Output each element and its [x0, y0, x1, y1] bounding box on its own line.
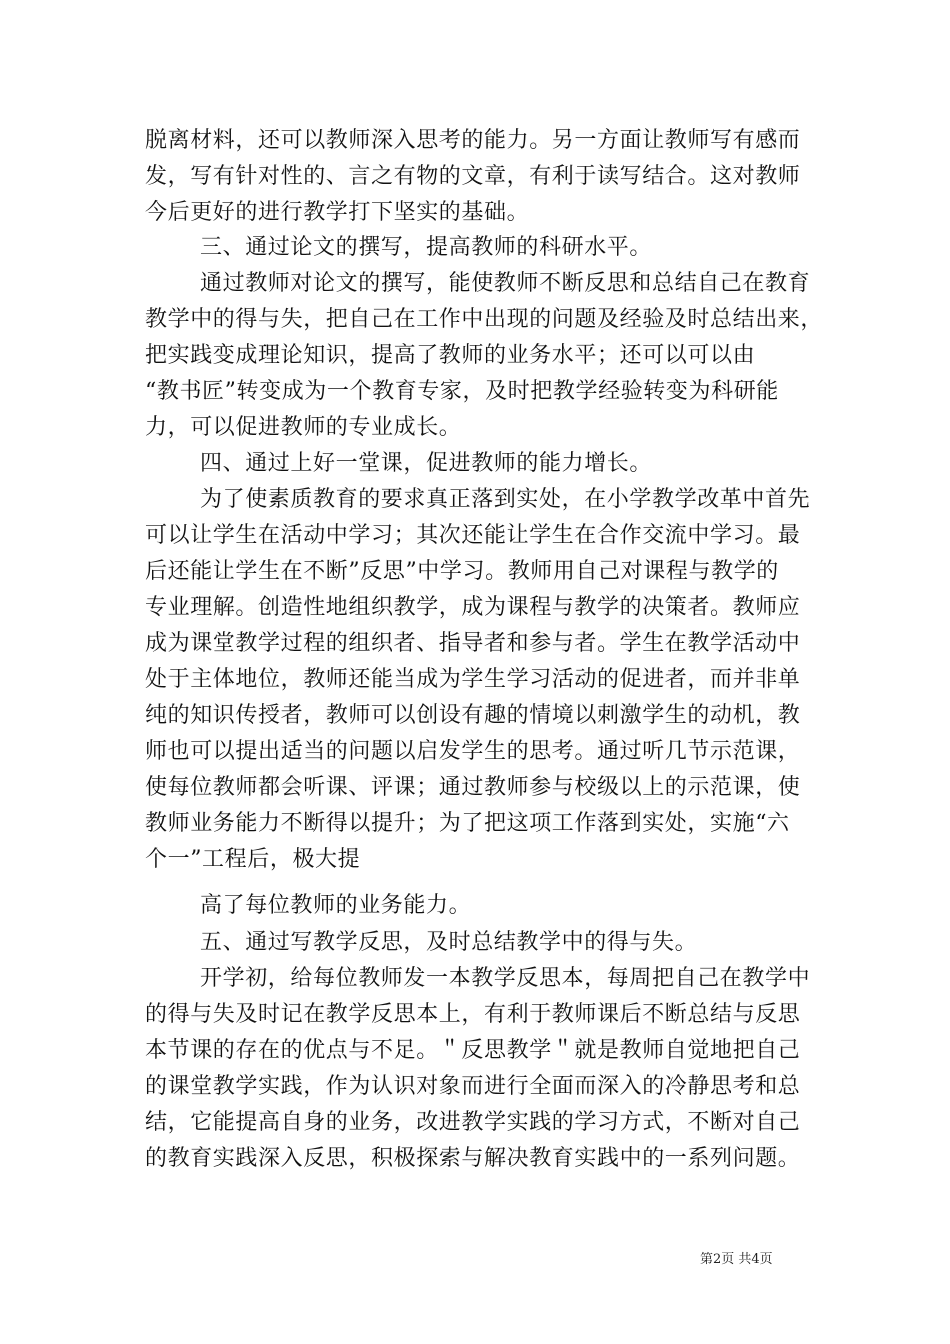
- text-line: 力，可以促进教师的专业成长。: [145, 415, 462, 440]
- text-line: 的得与失及时记在教学反思本上，有利于教师课后不断总结与反思: [145, 1002, 801, 1027]
- text-line: 纯的知识传授者，教师可以创设有趣的情境以刺激学生的动机，教: [145, 703, 801, 728]
- text-line: 使每位教师都会听课、评课；通过教师参与校级以上的示范课，使: [145, 775, 801, 800]
- text-line: 后还能让学生在不断”反思”中学习。教师用自己对课程与教学的: [145, 559, 779, 584]
- text-line: 把实践变成理论知识，提高了教师的业务水平；还可以可以由: [145, 343, 756, 368]
- text-line: 教学中的得与失，把自己在工作中出现的问题及经验及时总结出来，: [145, 307, 824, 332]
- text-line: 脱离材料，还可以教师深入思考的能力。另一方面让教师写有感而: [145, 128, 801, 153]
- text-line: 个一”工程后，极大提: [145, 847, 361, 872]
- text-line: 今后更好的进行教学打下坚实的基础。: [145, 200, 530, 225]
- text-line: 的教育实践深入反思，积极探索与解决教育实践中的一系列问题。: [145, 1146, 801, 1171]
- text-line: 专业理解。创造性地组织教学，成为课程与教学的决策者。教师应: [145, 595, 801, 620]
- text-line: 成为课堂教学过程的组织者、指导者和参与者。学生在教学活动中: [145, 631, 801, 656]
- section-heading: 五、通过写教学反思，及时总结教学中的得与失。: [200, 930, 698, 955]
- text-line: 发，写有针对性的、言之有物的文章，有利于读写结合。这对教师: [145, 164, 801, 189]
- text-line: 高了每位教师的业务能力。: [200, 893, 472, 918]
- text-line: 本节课的存在的优点与不足。＂反思教学＂就是教师自觉地把自己: [145, 1038, 801, 1063]
- text-line: 处于主体地位，教师还能当成为学生学习活动的促进者，而并非单: [145, 667, 801, 692]
- page-number: 第2页 共4页: [700, 1252, 773, 1267]
- text-line: “教书匠”转变成为一个教育专家，及时把教学经验转变为科研能: [145, 379, 779, 404]
- text-line: 为了使素质教育的要求真正落到实处，在小学教学改革中首先: [200, 487, 811, 512]
- section-heading: 三、通过论文的撰写，提高教师的科研水平。: [200, 235, 653, 260]
- text-line: 教师业务能力不断得以提升；为了把这项工作落到实处，实施“六: [145, 811, 790, 836]
- text-line: 通过教师对论文的撰写，能使教师不断反思和总结自己在教育: [200, 271, 811, 296]
- text-line: 可以让学生在活动中学习；其次还能让学生在合作交流中学习。最: [145, 523, 801, 548]
- text-line: 结，它能提高自身的业务，改进教学实践的学习方式，不断对自己: [145, 1110, 801, 1135]
- text-line: 开学初，给每位教师发一本教学反思本，每周把自己在教学中: [200, 966, 811, 991]
- text-line: 的课堂教学实践，作为认识对象而进行全面而深入的冷静思考和总: [145, 1074, 801, 1099]
- text-line: 师也可以提出适当的问题以启发学生的思考。通过听几节示范课，: [145, 739, 801, 764]
- section-heading: 四、通过上好一堂课，促进教师的能力增长。: [200, 451, 653, 476]
